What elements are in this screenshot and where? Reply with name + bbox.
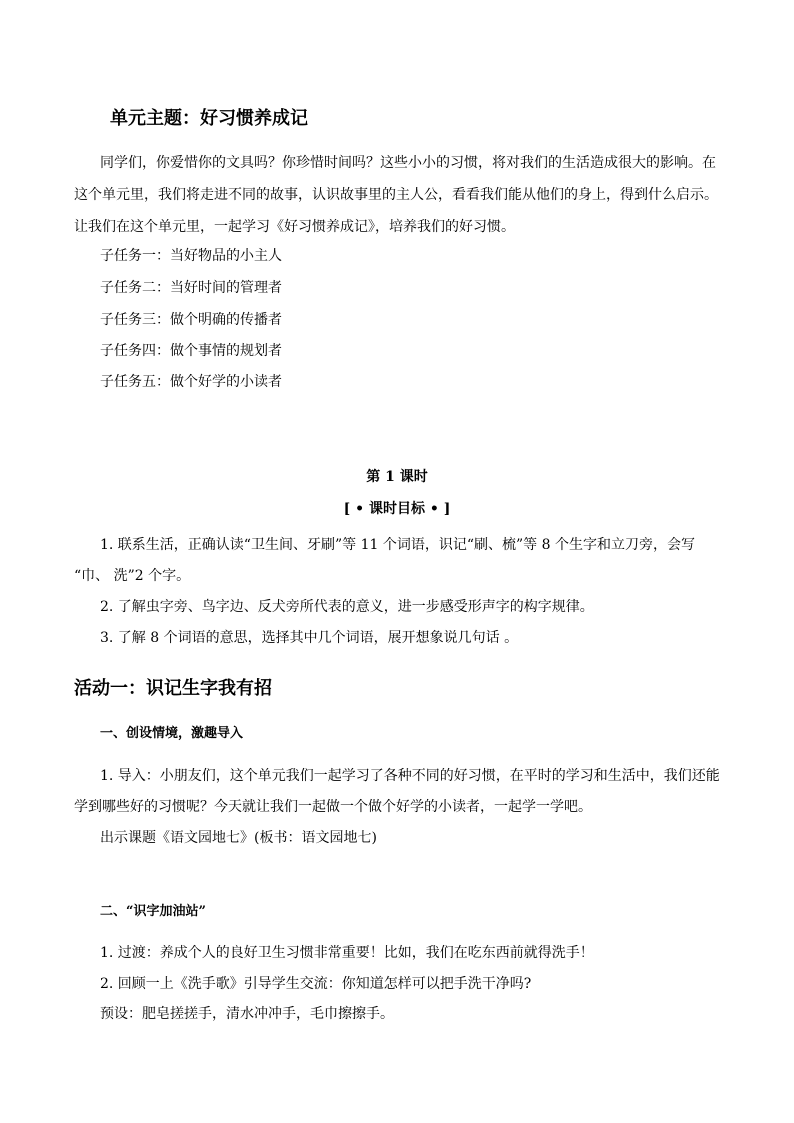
intro-line: 这个单元里，我们将走进不同的故事，认识故事里的主人公，看看我们能从他们的身上，得到什么启示。 <box>74 187 718 203</box>
intro-paragraph <box>74 152 724 242</box>
intro-line: 让我们在这个单元里，一起学习《好习惯养成记》，培养我们的好习惯。 <box>74 219 515 235</box>
goal-line: 1. 联系生活，正确认读“卫生间、牙刷”等 11 个词语，识记“刷、梳”等 8 个生字和立刀旁，会写 <box>100 537 695 553</box>
goal-line: 3. 了解 8 个词语的意思，选择其中几个词语，展开想象说几句话 。 <box>100 630 519 646</box>
subtask-item: 子任务一：当好物品的小主人 <box>100 248 282 264</box>
subtask-item: 子任务三：做个明确的传播者 <box>100 312 282 328</box>
section-title: 一、创设情境，激趣导入 <box>100 726 244 741</box>
section-line: 学到哪些好的习惯呢？今天就让我们一起做一个做个好学的小读者，一起学一学吧。 <box>74 799 592 815</box>
activity-title: 活动一：识记生字我有招 <box>74 678 272 699</box>
goal-line: 2. 了解虫字旁、鸟字边、反犬旁所代表的意义，进一步感受形声字的构字规律。 <box>100 599 594 615</box>
intro-line: 同学们，你爱惜你的文具吗？你珍惜时间吗？这些小小的习惯，将对我们的生活造成很大的影响。在 <box>100 155 716 171</box>
section-title: 二、“识字加油站” <box>100 904 206 919</box>
subtask-item: 子任务五：做个好学的小读者 <box>100 374 282 390</box>
section-line: 预设：肥皂搓搓手，清水冲冲手，毛巾擦擦手。 <box>100 1006 394 1022</box>
subtask-item: 子任务四：做个事情的规划者 <box>100 343 282 359</box>
unit-title: 单元主题：好习惯养成记 <box>110 108 308 129</box>
subtask-item: 子任务二：当好时间的管理者 <box>100 280 282 296</box>
section-line: 1. 过渡：养成个人的良好卫生习惯非常重要！比如，我们在吃东西前就得洗手！ <box>100 945 594 961</box>
section-line: 2. 回顾一上《洗手歌》引导学生交流：你知道怎样可以把手洗干净吗? <box>100 976 532 992</box>
goals-title: [ • 课时目标 • ] <box>343 501 451 517</box>
lesson-title: 第 1 课时 <box>366 469 428 485</box>
section-line: 1. 导入：小朋友们，这个单元我们一起学习了各种不同的好习惯，在平时的学习和生活中，我们还能 <box>100 768 720 784</box>
goal-line: “巾、 洗”2 个字。 <box>74 568 191 584</box>
section-line: 出示课题《语文园地七》(板书：语文园地七) <box>100 830 377 846</box>
